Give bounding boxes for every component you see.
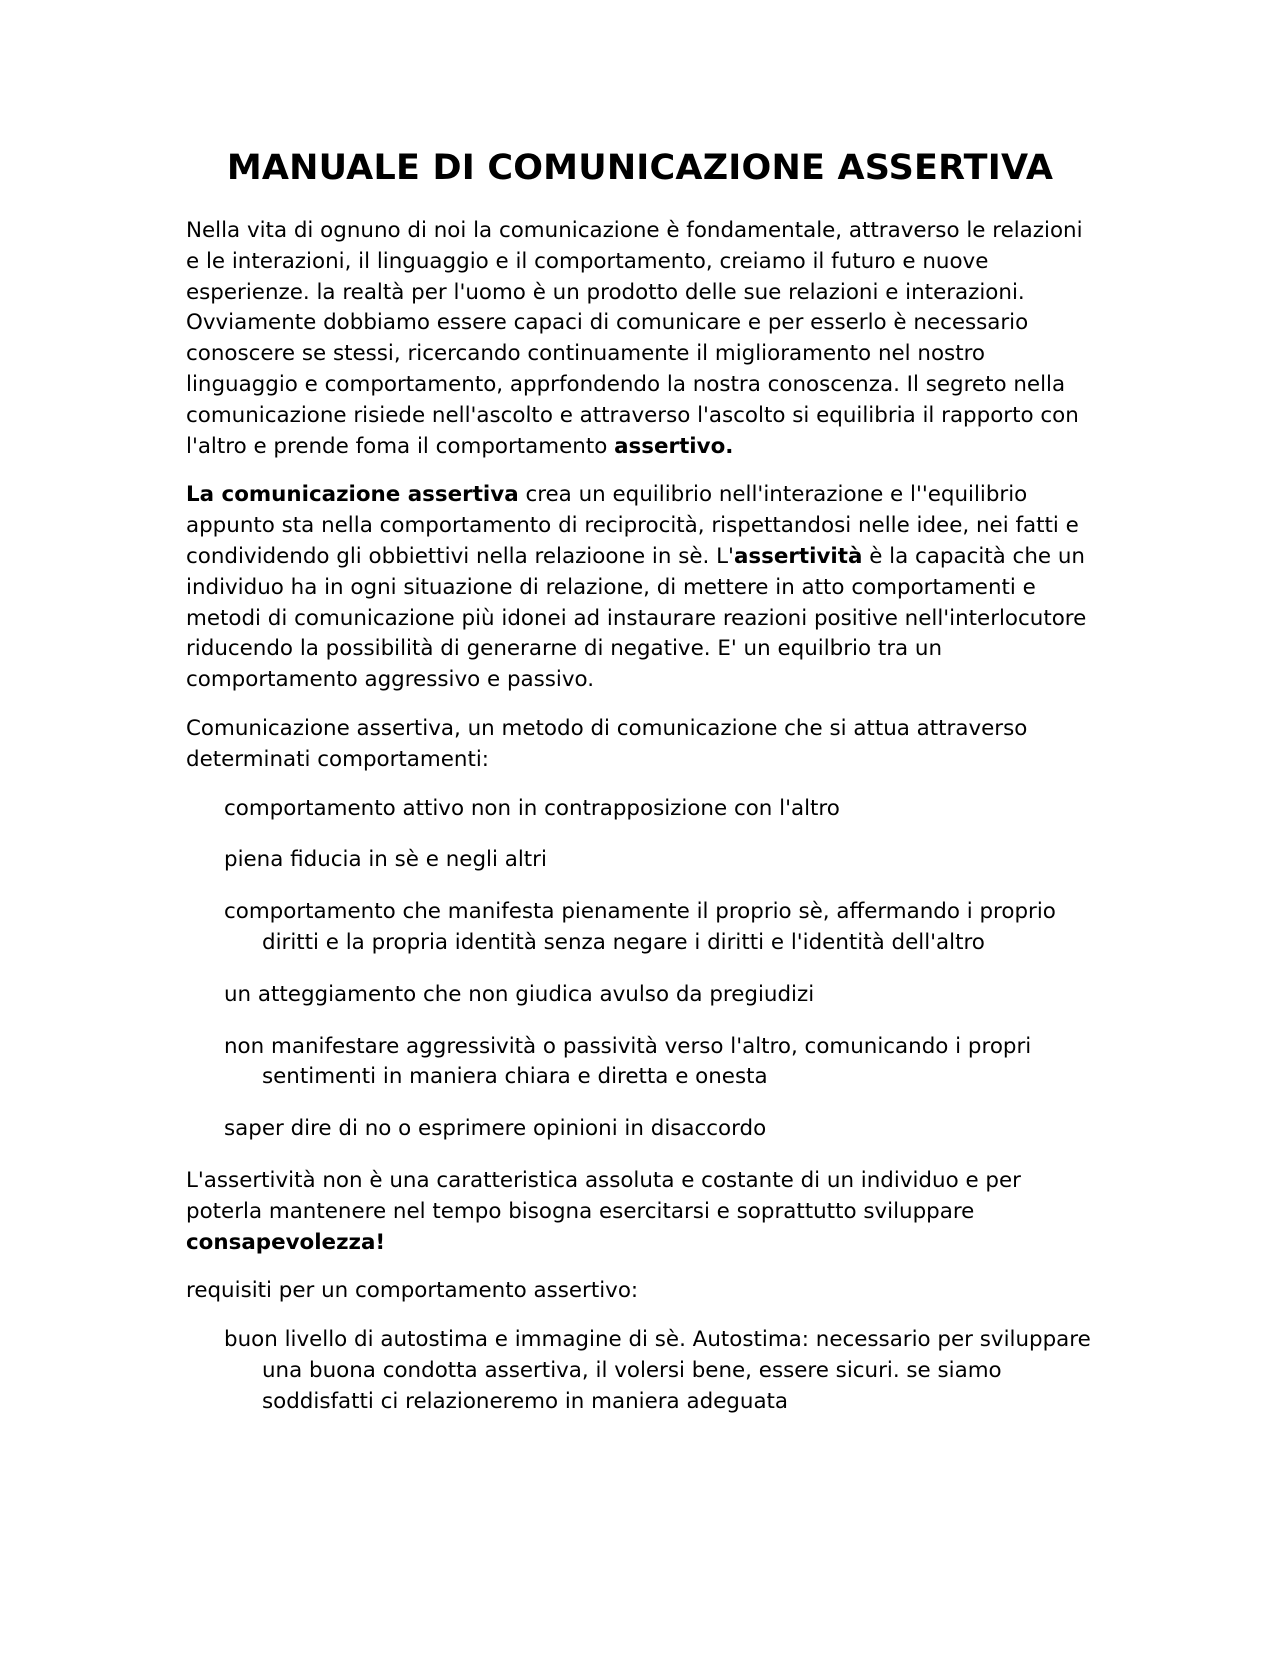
definition-text-a: crea un equilibrio nell'interazione e l''equilibrio appunto sta nella comportamento di reciprocità, rispettandosi nelle idee, nei fatti e condividendo gli obbiettivi nella relazioone in sè. L' [186, 482, 1079, 569]
behaviours-list [186, 794, 1096, 1145]
behaviours-intro-paragraph: Comunicazione assertiva, un metodo di comunicazione che si attua attraverso determinati comportamenti: [186, 715, 1028, 772]
requirements-intro-paragraph: requisiti per un comportamento assertivo: [186, 1278, 639, 1304]
definition-paragraph [186, 480, 1096, 696]
definition-text-b: è la capacità che un individuo ha in ogni situazione di relazione, di mettere in atto comportamenti e metodi di comunicazione più idonei ad instaurare reazioni positive nell'interlocutore riducendo la possibilità di generarne di negative. E' un equilbrio tra un comportamento aggressivo e passivo. [186, 543, 1087, 693]
document-title: MANUALE DI COMUNICAZIONE ASSERTIVA [226, 148, 1054, 188]
list-item: non manifestare aggressività o passività verso l'altro, comunicando i propri sentimenti in maniera chiara e diretta e onesta [224, 1033, 1032, 1090]
list-item: comportamento attivo non in contrapposizione con l'altro [224, 795, 840, 821]
intro-bold-term: assertivo. [614, 433, 734, 459]
assertivita-bold-term: assertività [733, 543, 863, 569]
list-item: buon livello di autostima e immagine di sè. Autostima: necessario per sviluppare una buona condotta assertiva, il volersi bene, essere sicuri. se siamo soddisfatti ci relazioneremo in maniera adeguata [224, 1327, 1091, 1414]
requirements-list [186, 1325, 1096, 1417]
list-item: comportamento che manifesta pienamente il proprio sè, affermando i proprio diritti e la propria identità senza negare i diritti e l'identità dell'altro [224, 899, 1056, 955]
document-body [186, 216, 1096, 1439]
awareness-text: L'assertività non è una caratteristica assoluta e costante di un individuo e per poterla mantenere nel tempo bisogna esercitarsi e soprattutto sviluppare [186, 1167, 1021, 1224]
intro-text: Nella vita di ognuno di noi la comunicazione è fondamentale, attraverso le relazioni e le interazioni, il linguaggio e il comportamento, creiamo il futuro e nuove esperienze. la realtà per l'uomo è un prodotto delle sue relazioni e interazioni. Ovviamente dobbiamo essere capaci di comunicare e per esserlo è necessario conoscere se stessi, ricercando continuamente il miglioramento nel nostro linguaggio e comportamento, apprfondendo la nostra conoscenza. Il segreto nella comunicazione risiede nell'ascolto e attraverso l'ascolto si equilibria il rapporto con l'altro e prende foma il comportamento [186, 218, 1083, 459]
awareness-bold-term: consapevolezza! [186, 1229, 386, 1255]
list-item: un atteggiamento che non giudica avulso da pregiudizi [224, 981, 815, 1007]
definition-bold-term: La comunicazione assertiva [186, 482, 519, 508]
list-item: piena fiducia in sè e negli altri [224, 847, 547, 873]
awareness-paragraph [186, 1166, 1096, 1258]
list-item: saper dire di no o esprimere opinioni in disaccordo [224, 1116, 767, 1142]
intro-paragraph [186, 216, 1096, 462]
